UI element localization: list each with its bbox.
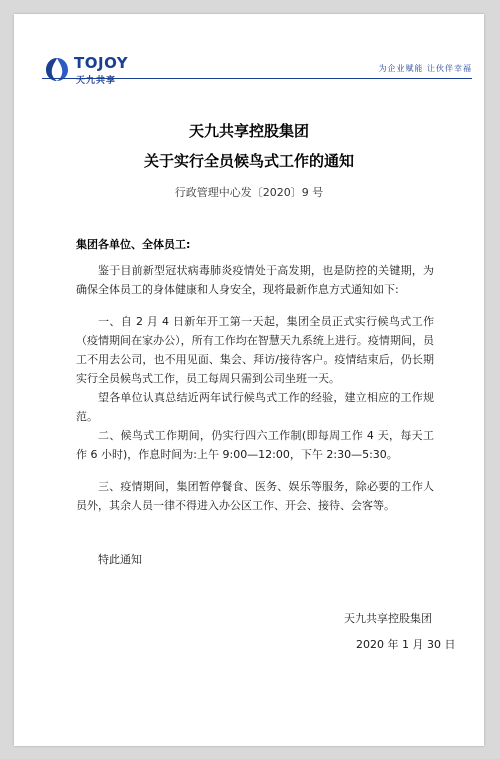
closing-remark: 特此通知 [98,553,142,566]
paragraph-intro: 鉴于目前新型冠状病毒肺炎疫情处于高发期，也是防控的关键期，为确保全体员工的身体健康和人身安全，现将最新作息方式通知如下: [76,264,434,296]
header-slogan: 为企业赋能 让伙伴幸福 [378,64,472,73]
paragraph-summary-request: 望各单位认真总结近两年试行候鸟式工作的经验，建立相应的工作规范。 [76,391,434,423]
salutation: 集团各单位、全体员工: [76,238,191,251]
company-logo [42,52,132,92]
paragraph-item-3: 三、疫情期间，集团暂停餐食、医务、娱乐等服务，除必要的工作人员外，其余人员一律不得进入办公区工作、开会、接待、会客等。 [76,480,434,512]
paragraph-item-2: 二、候鸟式工作期间，仍实行四六工作制(即每周工作 4 天，每天工作 6 小时)，作息时间为:上午 9:00—12:00，下午 2:30—5:30。 [76,429,434,461]
signature-organization: 天九共享控股集团 [344,612,432,625]
header-divider [42,78,472,79]
bird-logo-icon [42,54,72,84]
paragraph-item-1: 一、自 2 月 4 日新年开工第一天起，集团全员正式实行候鸟式工作（疫情期间在家办公），所有工作均在智慧天九系统上进行。疫情期间，员工不用去公司，也不用见面、集会、拜访/接待客户。疫情结束后，仍长期实行全员候鸟式工作，员工每周只需到公司坐班一天。 [76,315,434,385]
document-title-subject: 关于实行全员候鸟式工作的通知 [143,152,354,170]
document-number: 行政管理中心发〔2020〕9 号 [174,186,324,199]
logo-wordmark: TOJOY [74,54,129,72]
logo-chinese-name: 天九共享 [76,76,117,86]
signature-date: 2020 年 1 月 30 日 [356,638,456,651]
document-title-org: 天九共享控股集团 [188,122,309,140]
document-page [14,14,484,746]
